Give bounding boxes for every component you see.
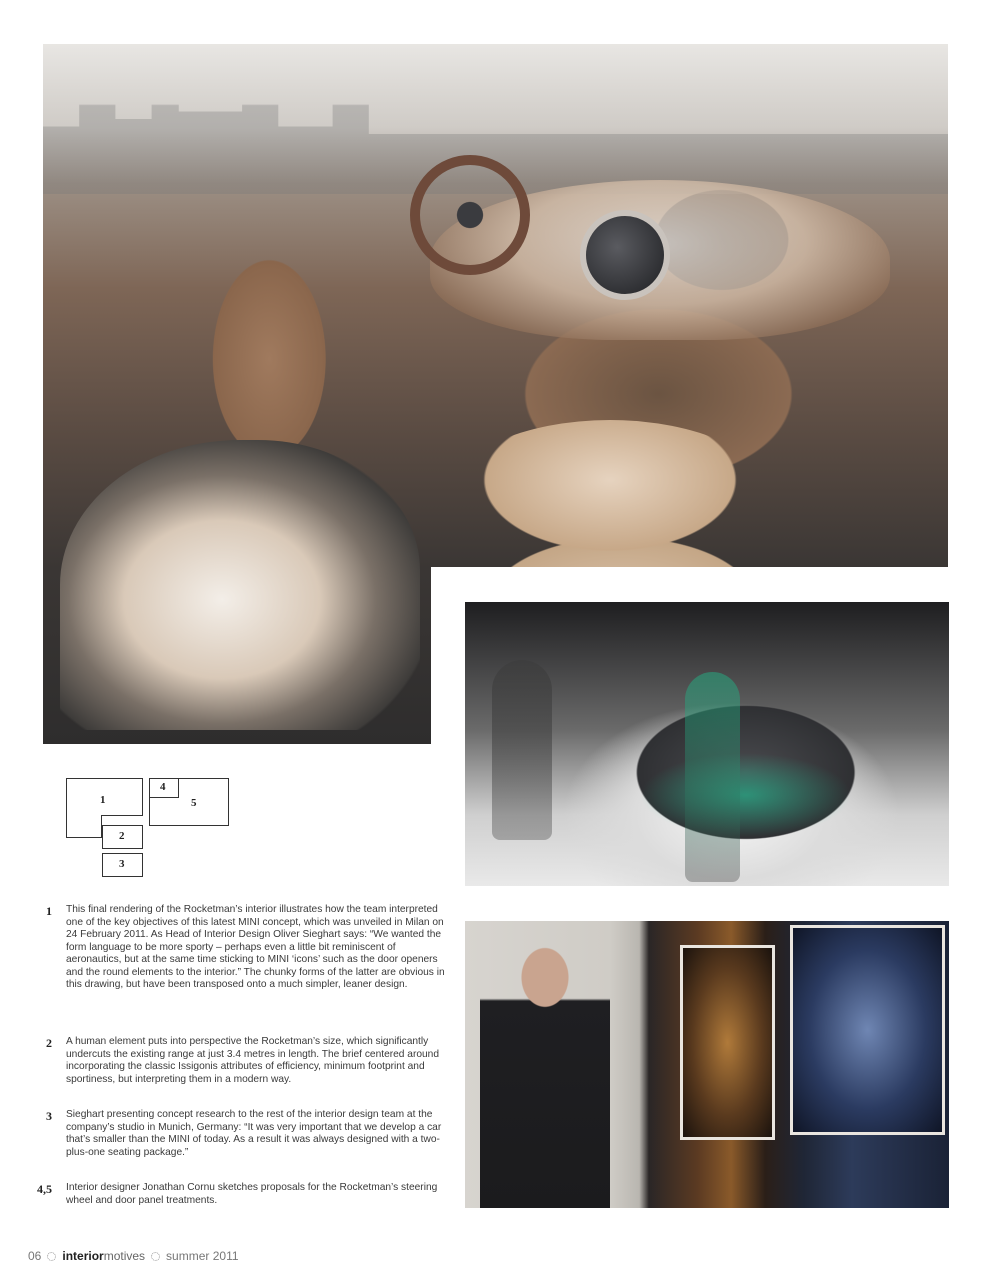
magazine-brand [62,1249,145,1263]
layout-key-label-3: 3 [119,858,125,870]
brand-light-text: motives [103,1249,146,1263]
seat-shape [60,440,420,730]
poster-secondary [790,925,945,1135]
caption-number: 3 [46,1109,52,1123]
caption-number: 2 [46,1036,52,1050]
steering-wheel-shape [410,155,530,275]
caption-number: 4,5 [37,1182,52,1196]
page-footer [28,1247,239,1265]
layout-key-label-2: 2 [119,830,125,842]
brand-bold-text: interior [62,1249,104,1263]
layout-key-label-4: 4 [160,781,166,793]
page-number: 06 [28,1249,42,1263]
layout-key-label-5: 5 [191,797,197,809]
layout-key-box-1-lower [66,815,102,838]
caption-number: 1 [46,904,52,918]
caption-text: This final rendering of the Rocketman’s interior illustrates how the team interpreted one of the key objectives of this latest MINI concept, which was unveiled in Milan on 24 February 2011. As Head of Interior Design Oliver Sieghart says: “We wanted the form language to be more sporty – perhaps even a little bit reminiscent of aeronautics, but at the same time sticking to MINI ‘icons’ such as the door openers and the round elements to the interior.” The chunky forms of the latter are obvious in this drawing, but have been transposed onto a much simpler, leaner design. [66,904,445,990]
gauge-shape [580,210,670,300]
sketch-figure [492,660,552,840]
caption-text: Sieghart presenting concept research to the rest of the interior design team at the company’s studio in Munich, Germany: “It was very important that we develop a car that’s smaller than the MINI of today. As a result it was always designed with a two-plus-one seating package.” [66,1109,442,1158]
poster [680,945,775,1140]
dotted-circle-icon [47,1252,56,1261]
caption-text: A human element puts into perspective the Rocketman’s size, which significantly undercuts the existing range at just 3.4 metres in length. The brief centered around incorporating the classic Issigonis attributes of efficiency, minimum footprint and sportiness, but interpreting them in a modern way. [66,1036,440,1085]
issue-date: summer 2011 [166,1249,239,1263]
dotted-circle-icon [151,1252,160,1261]
caption-text: Interior designer Jonathan Cornu sketches proposals for the Rocketman’s steering wheel and door panel treatments. [66,1182,438,1206]
layout-key-box-5 [149,778,229,826]
presenter-figure [480,946,610,1208]
layout-key-box-1-notch [101,815,143,816]
sketch-figure-secondary [685,672,740,882]
seat-shape-secondary [450,420,770,570]
layout-key-label-1: 1 [100,794,106,806]
